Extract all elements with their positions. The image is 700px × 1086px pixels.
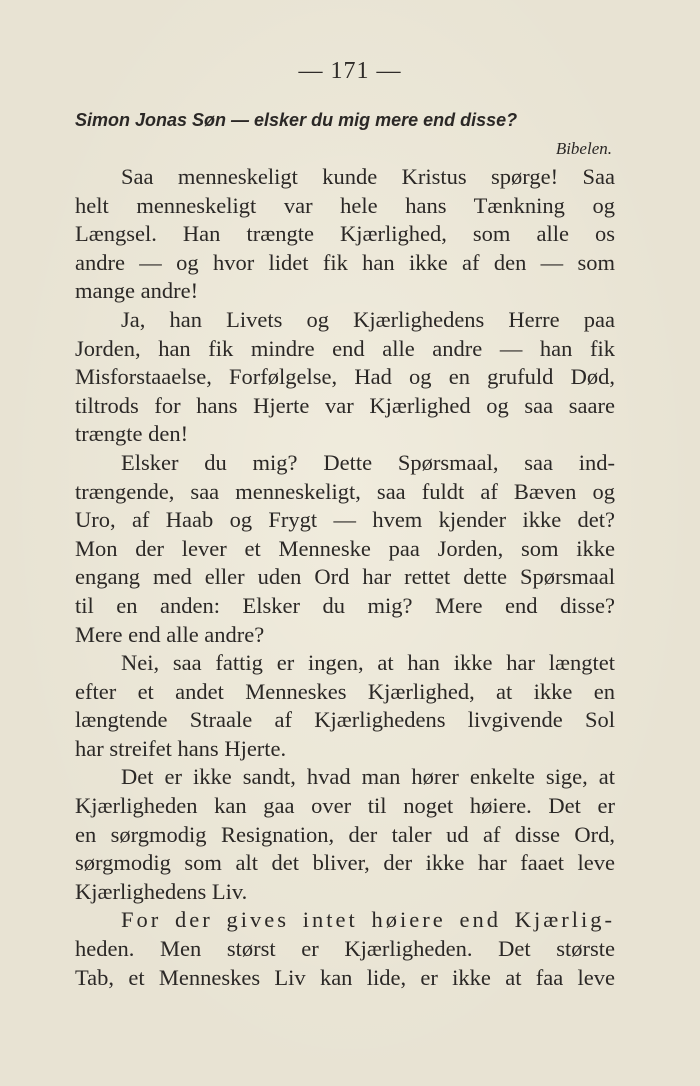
text-line: Længsel. Han trængte Kjærlighed, som alle os xyxy=(75,221,615,247)
text-line: For der gives intet høiere end Kjærlig- xyxy=(121,907,615,933)
text-line: Ja, han Livets og Kjærlighedens Herre paa xyxy=(121,306,615,332)
text-line: helt menneskeligt var hele hans Tænkning og xyxy=(75,192,615,218)
text-line: Uro, af Haab og Frygt — hvem kjender ikke det? xyxy=(75,507,615,533)
text-line: Det er ikke sandt, hvad man hører enkelte sige, at xyxy=(121,764,615,790)
body-text xyxy=(75,163,615,992)
text-line: Kjærligheden kan gaa over til noget høiere. Det er xyxy=(75,793,615,819)
text-line: længtende Straale af Kjærlighedens livgivende Sol xyxy=(75,707,615,733)
text-line: Saa menneskeligt kunde Kristus spørge! Saa xyxy=(121,164,615,189)
text-line: Jorden, han fik mindre end alle andre — han fik xyxy=(75,335,615,361)
text-line: Tab, et Menneskes Liv kan lide, er ikke at faa leve xyxy=(75,964,615,990)
text-line: engang med eller uden Ord har rettet dette Spørsmaal xyxy=(75,564,615,590)
text-line: en sørgmodig Resignation, der taler ud af disse Ord, xyxy=(75,821,615,847)
text-line: har streifet hans Hjerte. xyxy=(75,735,287,761)
text-line: trængte den! xyxy=(75,421,189,447)
text-line: efter et andet Menneskes Kjærlighed, at ikke en xyxy=(75,678,615,704)
text-line: til en anden: Elsker du mig? Mere end disse? xyxy=(75,592,615,618)
page-number: — 171 — xyxy=(298,58,402,84)
text-line: andre — og hvor lidet fik han ikke af den — som xyxy=(75,249,615,275)
text-line: Mon der lever et Menneske paa Jorden, som ikke xyxy=(75,535,615,561)
text-line: heden. Men størst er Kjærligheden. Det største xyxy=(75,936,615,962)
text-line: Misforstaaelse, Forfølgelse, Had og en grufuld Død, xyxy=(75,364,615,390)
text-line: Kjærlighedens Liv. xyxy=(75,878,248,904)
text-line: Elsker du mig? Dette Spørsmaal, saa ind- xyxy=(121,449,615,475)
text-line: Nei, saa fattig er ingen, at han ikke har længtet xyxy=(121,650,615,676)
text-line: trængende, saa menneskeligt, saa fuldt af Bæven og xyxy=(75,478,615,504)
text-line: sørgmodig som alt det bliver, der ikke har faaet leve xyxy=(75,850,615,876)
epigraph-source: Bibelen. xyxy=(555,139,612,158)
text-line: Mere end alle andre? xyxy=(75,621,265,647)
epigraph: Simon Jonas Søn — elsker du mig mere end disse? xyxy=(75,110,518,130)
text-line: mange andre! xyxy=(75,278,199,304)
text-line: tiltrods for hans Hjerte var Kjærlighed og saa saare xyxy=(75,392,615,418)
